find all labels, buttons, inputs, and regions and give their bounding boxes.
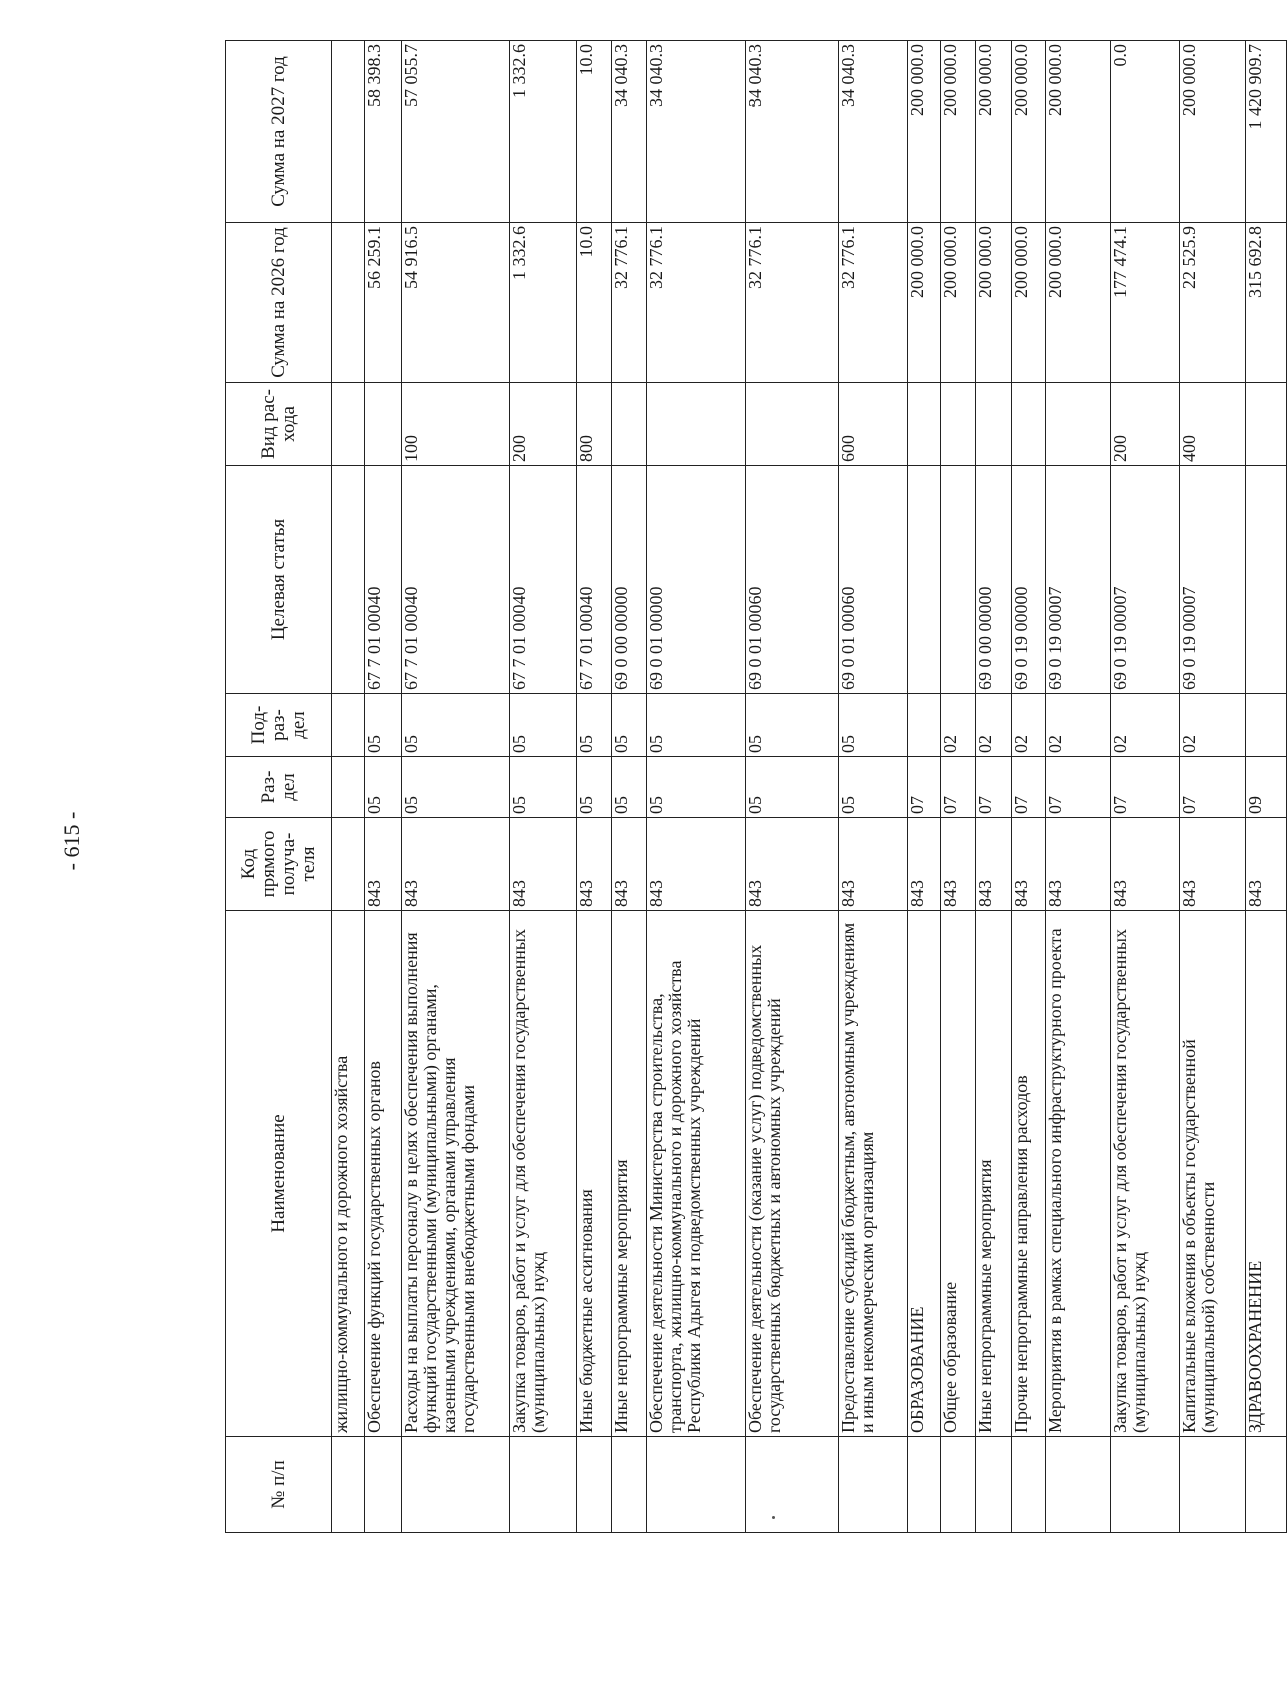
row-code-cell: 843 [940,818,976,911]
row-num-cell [1011,1437,1045,1533]
row-razdel-cell: 05 [509,757,577,818]
rotated-table-container [225,41,1287,1533]
row-num-cell [331,1437,364,1533]
row-code-cell: 843 [364,818,401,911]
row-razdel-cell: 07 [975,757,1011,818]
row-statya-cell: 67 7 01 00040 [401,466,509,694]
row-name-cell: Предоставление субсидий бюджетным, автономным учреждениям и иным некоммерческим организациям [838,911,907,1437]
row-razdel-cell: 07 [907,757,940,818]
header-code: Код прямого получа-теля [225,818,331,911]
row-razdel-cell [331,757,364,818]
row-vid-cell [745,383,838,466]
row-code-cell: 843 [1110,818,1179,911]
row-statya-cell [907,466,940,694]
row-sum-2027-cell: 200 000.0 [907,41,940,223]
row-num-cell [907,1437,940,1533]
row-name-cell: жилищно-коммунального и дорожного хозяйства [331,911,364,1437]
table-body [331,41,1286,1533]
row-razdel-cell: 05 [646,757,744,818]
row-vid-cell [907,383,940,466]
row-vid-cell [1045,383,1110,466]
row-num-cell [1110,1437,1179,1533]
row-code-cell: 843 [1011,818,1045,911]
table-row [646,41,744,1533]
row-podrazdel-cell: 05 [745,694,838,757]
row-sum-2027-cell [331,41,364,223]
table-row [509,41,577,1533]
row-statya-cell: 69 0 19 00007 [1179,466,1245,694]
row-sum-2027-cell: 200 000.0 [1011,41,1045,223]
row-razdel-cell: 07 [1011,757,1045,818]
table-row [745,41,838,1533]
table-row [1045,41,1110,1533]
row-razdel-cell: 07 [1179,757,1245,818]
row-num-cell [1245,1437,1286,1533]
row-vid-cell: 100 [401,383,509,466]
row-sum-2027-cell: 10.0 [576,41,610,223]
row-name-cell: Обеспечение деятельности (оказание услуг) подведомственных государственных бюджетных и автономных учреждений [745,911,838,1437]
row-sum-2027-cell: 58 398.3 [364,41,401,223]
row-podrazdel-cell: 02 [1110,694,1179,757]
table-row [401,41,509,1533]
row-podrazdel-cell [1245,694,1286,757]
row-name-cell: Иные непрограммные мероприятия [975,911,1011,1437]
row-statya-cell: 69 0 01 00060 [838,466,907,694]
row-statya-cell: 69 0 01 00060 [745,466,838,694]
row-sum-2027-cell: 1 420 909.7 [1245,41,1286,223]
header-sum-2027: Сумма на 2027 год [225,41,331,223]
header-sum-2026: Сумма на 2026 год [225,223,331,383]
row-statya-cell: 69 0 01 00000 [646,466,744,694]
header-row [225,41,331,1533]
row-podrazdel-cell: 02 [975,694,1011,757]
row-vid-cell: 200 [509,383,577,466]
row-statya-cell: 69 0 19 00007 [1110,466,1179,694]
row-code-cell: 843 [646,818,744,911]
row-statya-cell: 69 0 00 00000 [611,466,647,694]
row-statya-cell: 69 0 00 00000 [975,466,1011,694]
row-podrazdel-cell: 05 [364,694,401,757]
row-name-cell: Капитальные вложения в объекты государственной (муниципальной) собственности [1179,911,1245,1437]
row-vid-cell [611,383,647,466]
row-sum-2027-cell: 1 332.6 [509,41,577,223]
header-podrazdel: Под-раз-дел [225,694,331,757]
row-podrazdel-cell: 02 [1045,694,1110,757]
row-podrazdel-cell: 02 [1011,694,1045,757]
row-code-cell: 843 [509,818,577,911]
row-name-cell: ЗДРАВООХРАНЕНИЕ [1245,911,1286,1437]
row-razdel-cell: 05 [745,757,838,818]
row-num-cell [509,1437,577,1533]
row-name-cell: Закупка товаров, работ и услуг для обеспечения государственных (муниципальных) нужд [1110,911,1179,1437]
row-vid-cell [975,383,1011,466]
row-vid-cell: 800 [576,383,610,466]
row-statya-cell [1245,466,1286,694]
row-podrazdel-cell: 05 [401,694,509,757]
row-num-cell [940,1437,976,1533]
row-sum-2026-cell: 200 000.0 [1011,223,1045,383]
table-row [364,41,401,1533]
row-num-cell [646,1437,744,1533]
row-podrazdel-cell [331,694,364,757]
header-name: Наименование [225,911,331,1437]
table-row [838,41,907,1533]
row-sum-2026-cell: 200 000.0 [975,223,1011,383]
row-vid-cell: 200 [1110,383,1179,466]
row-vid-cell: 400 [1179,383,1245,466]
row-razdel-cell: 07 [1045,757,1110,818]
table-row [1245,41,1286,1533]
row-code-cell: 843 [576,818,610,911]
table-row [1110,41,1179,1533]
row-razdel-cell: 07 [1110,757,1179,818]
row-sum-2027-cell: 34 040.3 [745,41,838,223]
table-row [1179,41,1245,1533]
row-num-cell [1179,1437,1245,1533]
row-name-cell: Расходы на выплаты персоналу в целях обеспечения выполнения функций государственными (муниципальными) органами, казенными учреждениями, органами управления государственными внебюджетными фондами [401,911,509,1437]
row-code-cell: 843 [1245,818,1286,911]
row-code-cell [331,818,364,911]
row-podrazdel-cell: 05 [509,694,577,757]
row-statya-cell [940,466,976,694]
page-number: - 615 - [59,811,84,871]
row-name-cell: Прочие непрограммные направления расходов [1011,911,1045,1437]
table-row [940,41,976,1533]
row-name-cell: Иные бюджетные ассигнования [576,911,610,1437]
row-statya-cell: 69 0 19 00007 [1045,466,1110,694]
row-name-cell: Иные непрограммные мероприятия [611,911,647,1437]
row-razdel-cell: 05 [401,757,509,818]
row-sum-2026-cell: 54 916.5 [401,223,509,383]
table-row [331,41,364,1533]
row-statya-cell: 69 0 19 00000 [1011,466,1045,694]
table-row [975,41,1011,1533]
row-num-cell [401,1437,509,1533]
row-sum-2026-cell: 32 776.1 [611,223,647,383]
row-sum-2026-cell: 200 000.0 [907,223,940,383]
header-razdel: Раз-дел [225,757,331,818]
row-podrazdel-cell [907,694,940,757]
row-podrazdel-cell: 05 [611,694,647,757]
row-vid-cell [1011,383,1045,466]
row-sum-2026-cell: 32 776.1 [745,223,838,383]
row-num-cell [364,1437,401,1533]
row-sum-2026-cell: 315 692.8 [1245,223,1286,383]
row-code-cell: 843 [907,818,940,911]
row-razdel-cell: 05 [838,757,907,818]
row-code-cell: 843 [975,818,1011,911]
row-name-cell: Общее образование [940,911,976,1437]
row-statya-cell: 67 7 01 00040 [364,466,401,694]
row-name-cell: ОБРАЗОВАНИЕ [907,911,940,1437]
row-podrazdel-cell: 05 [576,694,610,757]
row-sum-2026-cell: 10.0 [576,223,610,383]
row-name-cell: Закупка товаров, работ и услуг для обеспечения государственных (муниципальных) нужд [509,911,577,1437]
row-razdel-cell: 05 [576,757,610,818]
row-num-cell [745,1437,838,1533]
table-row [576,41,610,1533]
row-statya-cell: 67 7 01 00040 [576,466,610,694]
table-row [1011,41,1045,1533]
row-statya-cell [331,466,364,694]
row-code-cell: 843 [838,818,907,911]
row-name-cell: Обеспечение деятельности Министерства строительства, транспорта, жилищно-коммунального и дорожного хозяйства Республики Адыгея и подведомственных учреждений [646,911,744,1437]
row-vid-cell: 600 [838,383,907,466]
row-code-cell: 843 [745,818,838,911]
row-vid-cell [940,383,976,466]
row-num-cell [611,1437,647,1533]
row-statya-cell: 67 7 01 00040 [509,466,577,694]
row-sum-2027-cell: 200 000.0 [1045,41,1110,223]
row-razdel-cell: 07 [940,757,976,818]
row-num-cell [975,1437,1011,1533]
row-podrazdel-cell: 02 [1179,694,1245,757]
row-num-cell [1045,1437,1110,1533]
row-sum-2026-cell: 200 000.0 [940,223,976,383]
row-sum-2026-cell: 32 776.1 [646,223,744,383]
table-row [907,41,940,1533]
row-sum-2027-cell: 0.0 [1110,41,1179,223]
row-razdel-cell: 09 [1245,757,1286,818]
row-sum-2026-cell: 22 525.9 [1179,223,1245,383]
row-sum-2026-cell: 32 776.1 [838,223,907,383]
row-sum-2026-cell: 56 259.1 [364,223,401,383]
row-sum-2026-cell: 200 000.0 [1045,223,1110,383]
row-sum-2026-cell: 1 332.6 [509,223,577,383]
row-code-cell: 843 [611,818,647,911]
header-num: № п/п [225,1437,331,1533]
row-name-cell: Мероприятия в рамках специального инфраструктурного проекта [1045,911,1110,1437]
header-statya: Целевая статья [225,466,331,694]
row-code-cell: 843 [1045,818,1110,911]
row-vid-cell [331,383,364,466]
row-sum-2027-cell: 34 040.3 [838,41,907,223]
row-name-cell: Обеспечение функций государственных органов [364,911,401,1437]
row-vid-cell [364,383,401,466]
row-num-cell [576,1437,610,1533]
header-vid: Вид рас-хода [225,383,331,466]
row-sum-2026-cell: 177 474.1 [1110,223,1179,383]
row-code-cell: 843 [1179,818,1245,911]
row-razdel-cell: 05 [611,757,647,818]
row-sum-2027-cell: 200 000.0 [975,41,1011,223]
row-podrazdel-cell: 02 [940,694,976,757]
row-podrazdel-cell: 05 [838,694,907,757]
table-row [611,41,647,1533]
row-sum-2027-cell: 34 040.3 [611,41,647,223]
row-vid-cell [646,383,744,466]
row-sum-2027-cell: 57 055.7 [401,41,509,223]
row-sum-2027-cell: 34 040.3 [646,41,744,223]
row-sum-2026-cell [331,223,364,383]
row-code-cell: 843 [401,818,509,911]
row-podrazdel-cell: 05 [646,694,744,757]
row-sum-2027-cell: 200 000.0 [940,41,976,223]
row-sum-2027-cell: 200 000.0 [1179,41,1245,223]
budget-table [225,40,1287,1533]
row-razdel-cell: 05 [364,757,401,818]
row-vid-cell [1245,383,1286,466]
row-num-cell [838,1437,907,1533]
